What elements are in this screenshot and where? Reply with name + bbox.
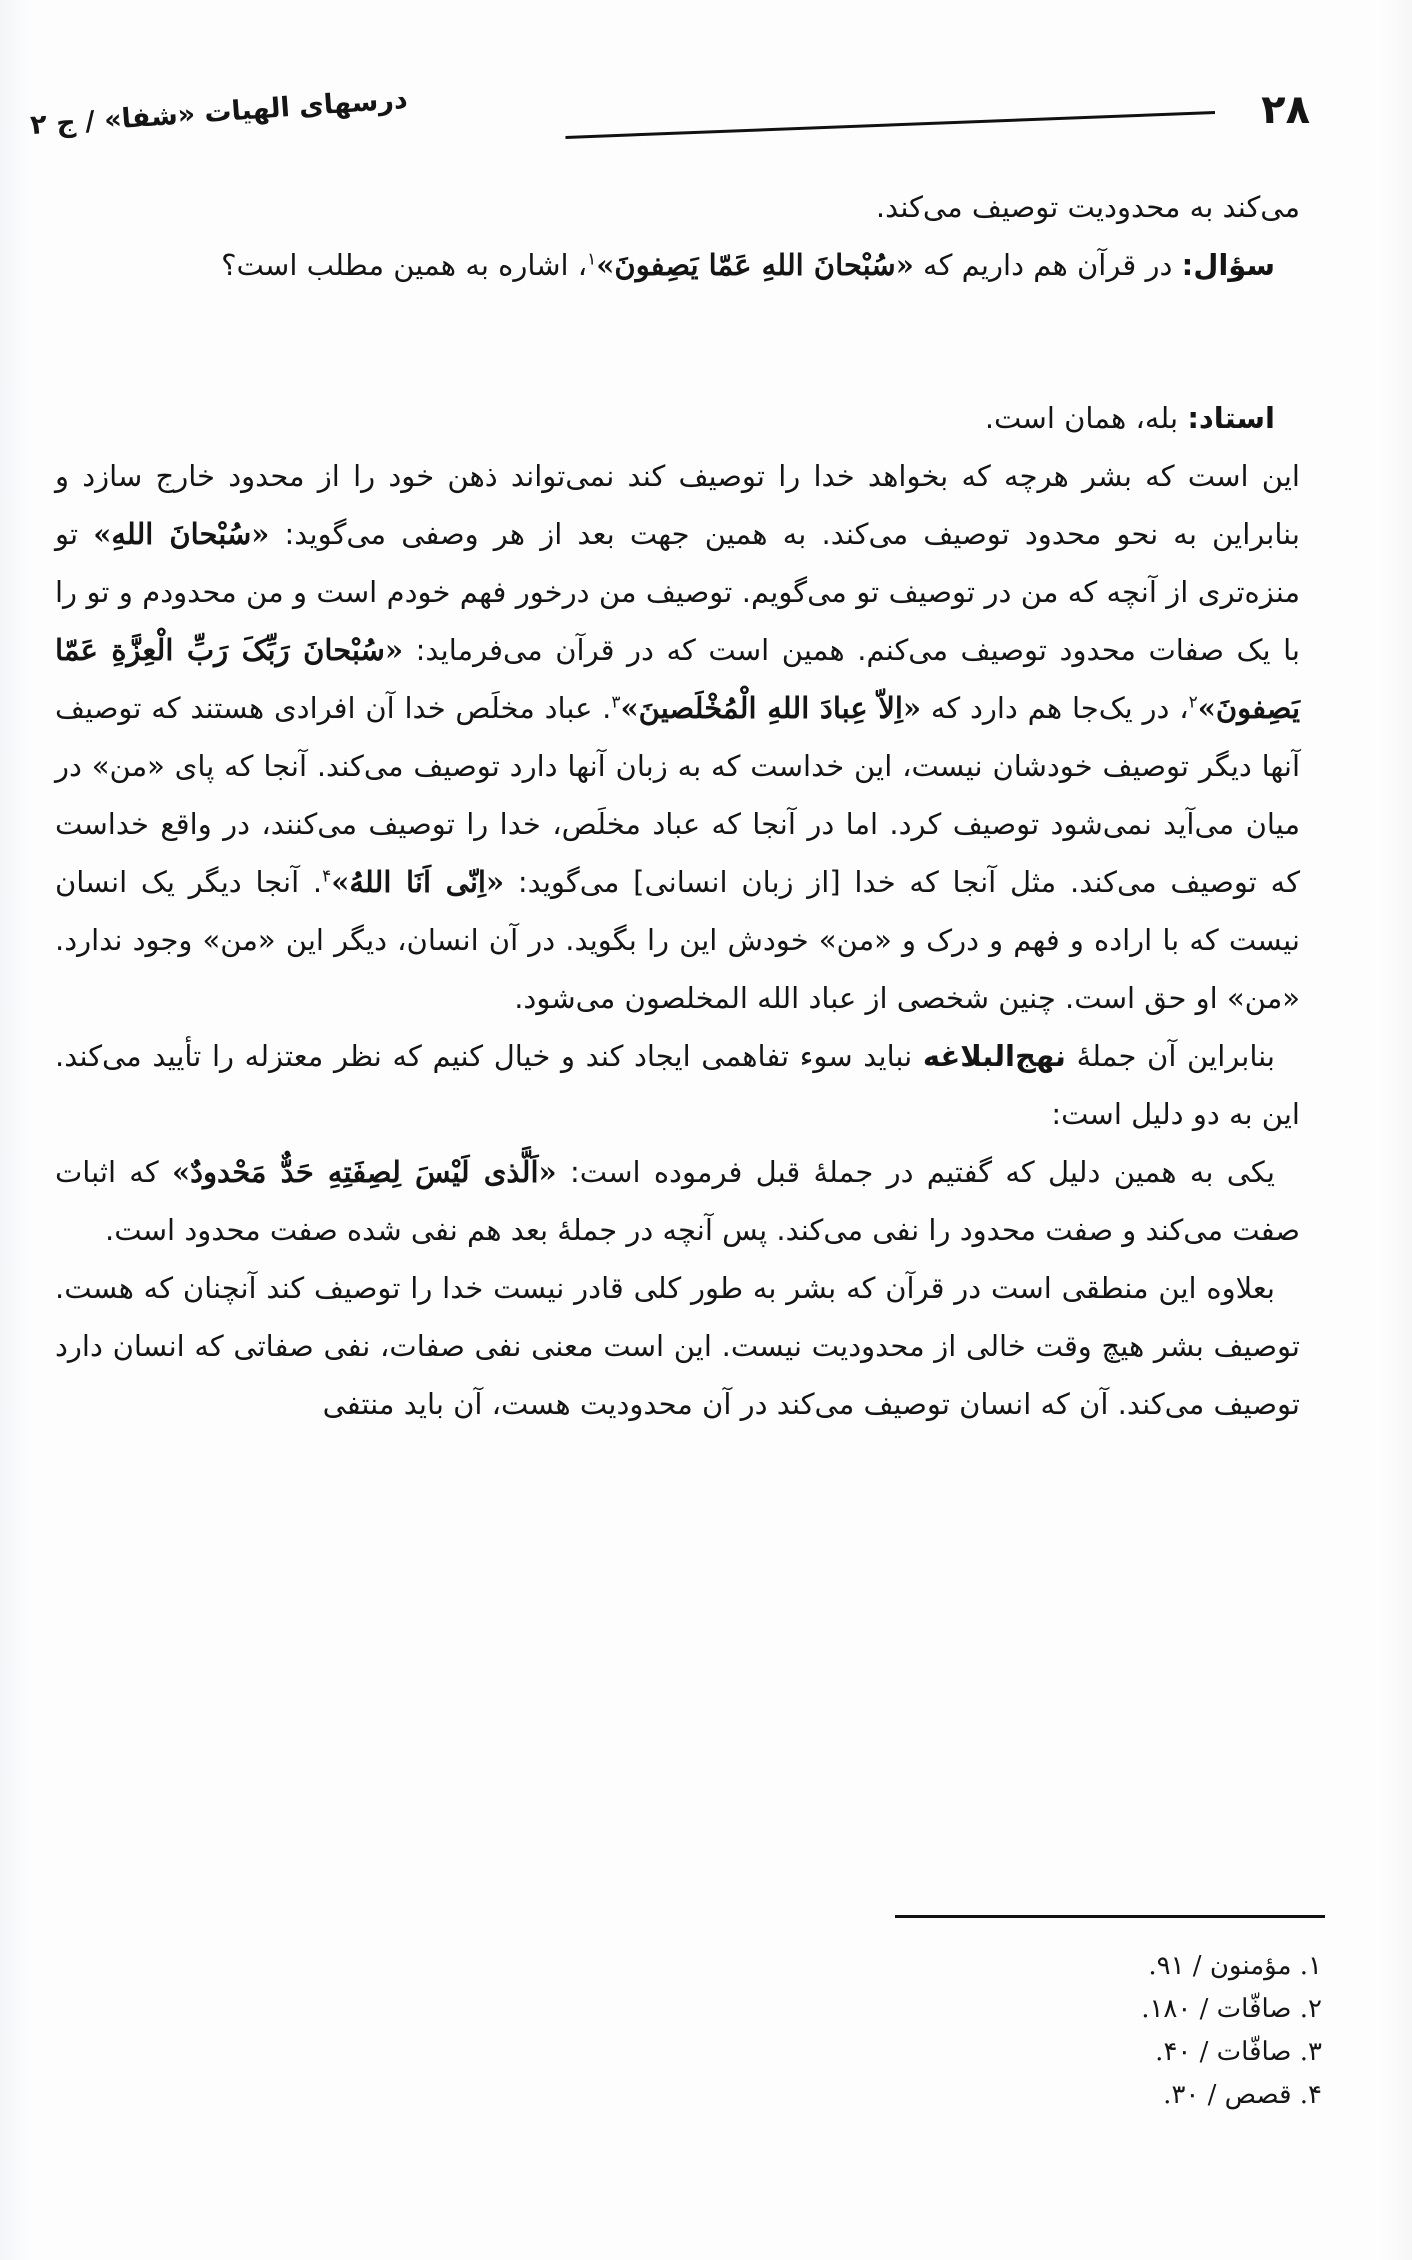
question-text-end: ، اشاره به همین مطلب است؟ xyxy=(221,248,588,282)
footnote-ref-1[interactable]: ۱ xyxy=(587,249,597,270)
section-gap xyxy=(55,294,1300,389)
page-header xyxy=(30,85,1310,145)
footnote-2: ۲. صافّات / ۱۸۰. xyxy=(1141,1994,1322,2024)
footnote-ref-3[interactable]: ۳ xyxy=(611,692,621,713)
hadith-quote: «اَلَّذی لَیْسَ لِصِفَتِهِ حَدٌّ مَحْدودٌ» xyxy=(171,1155,557,1189)
quran-quote: «اِلاّ عِبادَ اللهِ الْمُخْلَصینَ» xyxy=(620,691,922,725)
paragraph-text: تو منزه‌تری از آنچه که من در توصیف تو می‌گویم. توصیف من درخور فهم خودم است و من محدودم و تو را با یک صفات محدود توصیف می‌کنم. همین است که در قرآن می‌فرماید: xyxy=(55,517,1300,667)
question-speaker: سؤال: xyxy=(1181,248,1275,282)
paragraph-text: بنابراین آن جملهٔ xyxy=(1065,1039,1275,1073)
page-number: ۲۸ xyxy=(1261,87,1310,133)
paragraph-text: . آنجا دیگر یک انسان نیست که با اراده و فهم و درک و «من» خودش این را بگوید. در آن انسان، دیگر این «من» وجود ندارد. «من» او حق است. چنین شخصی از عباد الله المخلصون می‌شود. xyxy=(55,865,1300,1015)
footnote-ref-2[interactable]: ۲ xyxy=(1188,692,1198,713)
paragraph-text: این است که بشر هرچه که بخواهد خدا را توصیف کند نمی‌تواند ذهن خود را از محدود خارج سازد و بنابراین به نحو محدود توصیف می‌کند. به همین جهت بعد از هر وصفی می‌گوید: xyxy=(55,459,1300,551)
quran-quote: «سُبْحانَ رَبِّکَ رَبِّ الْعِزَّةِ عَمّا یَصِفونَ» xyxy=(55,633,1301,725)
header-rule xyxy=(565,111,1215,139)
paragraph-text: ، در یک‌جا هم دارد که xyxy=(921,691,1189,725)
quran-quote: «سُبْحانَ اللهِ» xyxy=(93,517,270,551)
paragraph-text: یکی به همین دلیل که گفتیم در جملهٔ قبل فرموده است: xyxy=(556,1155,1276,1189)
footnote-4: ۴. قصص / ۳۰. xyxy=(1163,2080,1322,2110)
footnote-separator xyxy=(895,1915,1325,1918)
quran-quote: «اِنّی اَنَا اللهُ» xyxy=(331,865,505,899)
answer-speaker: استاد: xyxy=(1187,401,1275,435)
body-text xyxy=(55,178,1300,1433)
footnotes xyxy=(1141,1945,1322,2117)
paragraph-text: که اثبات صفت می‌کند و صفت محدود را نفی می‌کند. پس آنچه در جملهٔ بعد هم نفی شده صفت محدود است. xyxy=(55,1155,1300,1247)
paragraph-text: نباید سوء تفاهمی ایجاد کند و خیال کنیم که نظر معتزله را تأیید می‌کند. این به دو دلیل است: xyxy=(55,1039,1300,1131)
paragraph-text: . عباد مخلَص خدا آن افرادی هستند که توصیف آنها دیگر توصیف خودشان نیست، این خداست که به زبان آنها دارد توصیف می‌کند. آنجا که پای «من» در میان می‌آید نمی‌شود توصیف کرد. اما در آنجا که عباد مخلَص، خدا را توصیف می‌کنند، در واقع خداست که توصیف می‌کند. مثل آنجا که خدا [از زبان انسانی] می‌گوید: xyxy=(55,691,1300,899)
book-title-term: نهج‌البلاغه xyxy=(922,1039,1066,1073)
footnote-3: ۳. صافّات / ۴۰. xyxy=(1155,2037,1322,2067)
running-title: درسهای الهیات «شفا» / ج ۲ xyxy=(29,83,409,142)
answer-paragraph xyxy=(55,389,1300,447)
paragraph-main xyxy=(55,447,1300,1027)
quran-quote: «سُبْحانَ اللهِ عَمّا یَصِفونَ» xyxy=(596,248,914,282)
paragraph-continuation: می‌کند به محدودیت توصیف می‌کند. xyxy=(875,190,1300,224)
paragraph-first-reason xyxy=(55,1143,1300,1259)
question-text: در قرآن هم داریم که xyxy=(913,248,1182,282)
footnote-1: ۱. مؤمنون / ۹۱. xyxy=(1148,1951,1322,1981)
paragraph-nahj xyxy=(55,1027,1300,1143)
answer-text: بله، همان است. xyxy=(984,401,1188,435)
question-paragraph xyxy=(55,236,1300,294)
footnote-ref-4[interactable]: ۴ xyxy=(322,866,332,887)
paragraph-second-reason: بعلاوه این منطقی است در قرآن که بشر به طور کلی قادر نیست خدا را توصیف کند آنچنان که هست. توصیف بشر هیچ وقت خالی از محدودیت نیست. این است معنی نفی صفات، نفی صفاتی که انسان دارد توصیف می‌کند. آن که انسان توصیف می‌کند در آن محدودیت هست، آن باید منتفی xyxy=(55,1271,1300,1421)
